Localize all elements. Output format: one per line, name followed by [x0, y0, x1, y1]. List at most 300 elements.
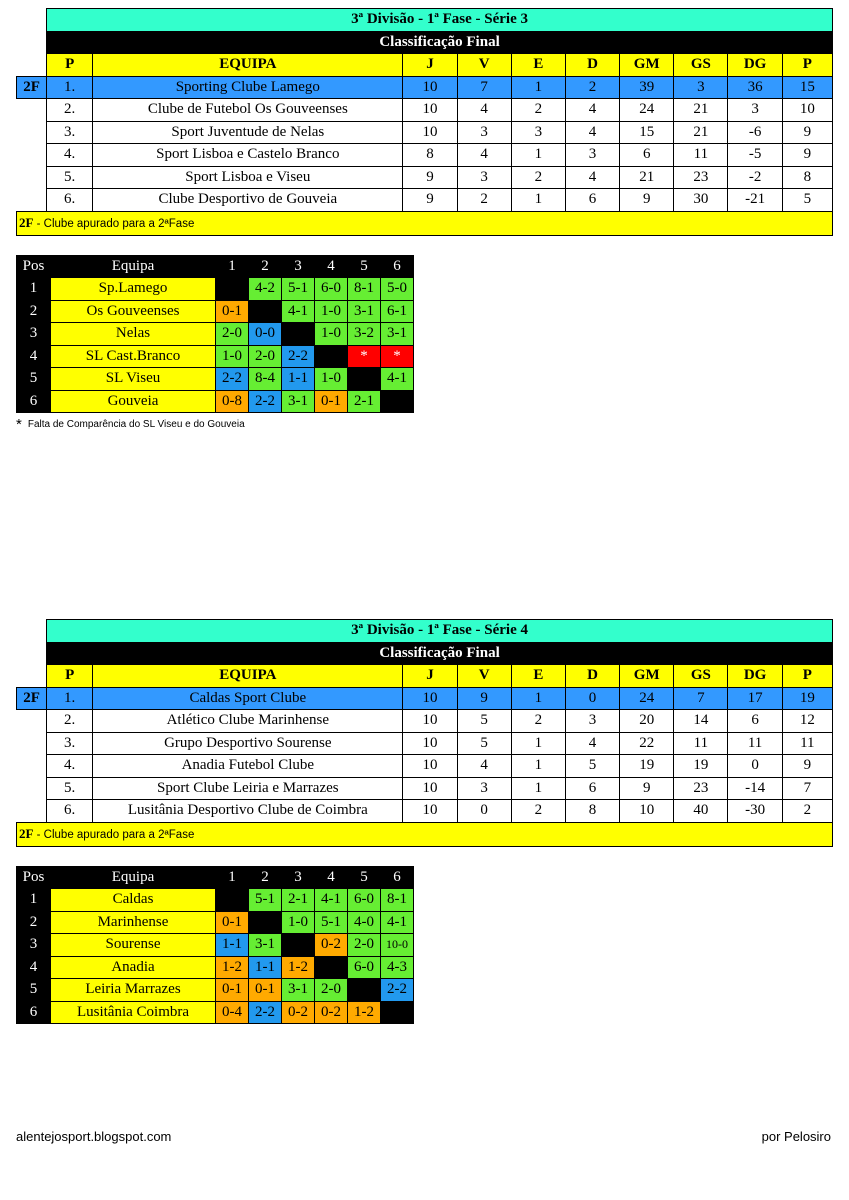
cell-e: 1 — [511, 777, 565, 800]
matrix-col-1: 1 — [216, 255, 249, 278]
cell-e: 1 — [511, 732, 565, 755]
cell-gs: 23 — [674, 777, 728, 800]
matrix-row — [17, 889, 414, 912]
col-header-games: J — [403, 665, 457, 688]
result-cell — [381, 1001, 414, 1024]
cell-dg: 36 — [728, 76, 782, 99]
cell-gm: 24 — [620, 99, 674, 122]
result-cell: 4-0 — [348, 911, 381, 934]
cell-gs: 7 — [674, 687, 728, 710]
matrix-col-6: 6 — [381, 255, 414, 278]
col-header-goals-for: GM — [620, 665, 674, 688]
result-cell: 2-2 — [282, 345, 315, 368]
series-subtitle: Classificação Final — [47, 642, 833, 665]
matrix-col-5: 5 — [348, 255, 381, 278]
col-header-draws: E — [511, 665, 565, 688]
table-row — [17, 121, 833, 144]
result-cell — [381, 390, 414, 413]
cell-d: 8 — [565, 800, 619, 823]
matrix-row — [17, 390, 414, 413]
col-header-wins: V — [457, 54, 511, 77]
cell-dg: 0 — [728, 755, 782, 778]
result-cell: 6-1 — [381, 300, 414, 323]
cell-gs: 40 — [674, 800, 728, 823]
results-matrix-table — [16, 866, 414, 1025]
standings-table — [16, 619, 833, 847]
matrix-pos: 1 — [17, 889, 51, 912]
result-cell: 3-1 — [381, 323, 414, 346]
cell-gs: 11 — [674, 144, 728, 167]
table-row — [17, 777, 833, 800]
result-cell: 3-1 — [282, 390, 315, 413]
col-header-draws: E — [511, 54, 565, 77]
cell-j: 10 — [403, 800, 457, 823]
cell-pos: 1. — [47, 76, 93, 99]
cell-v: 4 — [457, 99, 511, 122]
footnote — [16, 416, 833, 433]
matrix-header-row — [17, 255, 414, 278]
matrix-header-team: Equipa — [51, 866, 216, 889]
footnote-text: Falta de Comparência do SL Viseu e do Gouveia — [27, 419, 245, 430]
result-cell: 3-1 — [249, 934, 282, 957]
table-row — [17, 144, 833, 167]
cell-p: 8 — [782, 166, 832, 189]
asterisk-icon: * — [16, 416, 22, 433]
result-cell: 1-2 — [348, 1001, 381, 1024]
table-row — [17, 755, 833, 778]
matrix-col-4: 4 — [315, 255, 348, 278]
result-cell: 1-1 — [249, 956, 282, 979]
matrix-team: Os Gouveenses — [51, 300, 216, 323]
header-row — [17, 54, 833, 77]
cell-j: 10 — [403, 687, 457, 710]
cell-v: 7 — [457, 76, 511, 99]
matrix-col-3: 3 — [282, 255, 315, 278]
cell-v: 5 — [457, 732, 511, 755]
matrix-team: Sourense — [51, 934, 216, 957]
result-cell: 8-1 — [348, 278, 381, 301]
cell-d: 5 — [565, 755, 619, 778]
cell-dg: 6 — [728, 710, 782, 733]
matrix-header-team: Equipa — [51, 255, 216, 278]
cell-p: 19 — [782, 687, 832, 710]
col-header-games: J — [403, 54, 457, 77]
cell-gm: 9 — [620, 777, 674, 800]
col-header-goals-against: GS — [674, 54, 728, 77]
cell-team: Sporting Clube Lamego — [93, 76, 403, 99]
result-cell — [315, 956, 348, 979]
cell-gs: 11 — [674, 732, 728, 755]
cell-v: 9 — [457, 687, 511, 710]
qualified-mark: 2F — [17, 687, 47, 710]
cell-p: 11 — [782, 732, 832, 755]
matrix-team: Sp.Lamego — [51, 278, 216, 301]
matrix-col-1: 1 — [216, 866, 249, 889]
matrix-team: Marinhense — [51, 911, 216, 934]
col-header-wins: V — [457, 665, 511, 688]
col-header-losses: D — [565, 54, 619, 77]
result-cell: 2-0 — [348, 934, 381, 957]
cell-pos: 3. — [47, 732, 93, 755]
matrix-team: Caldas — [51, 889, 216, 912]
result-cell: 1-0 — [315, 323, 348, 346]
cell-d: 4 — [565, 99, 619, 122]
result-cell: 2-0 — [315, 979, 348, 1002]
cell-gm: 9 — [620, 189, 674, 212]
cell-e: 2 — [511, 166, 565, 189]
matrix-col-4: 4 — [315, 866, 348, 889]
cell-gm: 15 — [620, 121, 674, 144]
result-cell: 2-2 — [381, 979, 414, 1002]
result-cell: 5-1 — [249, 889, 282, 912]
matrix-header-row — [17, 866, 414, 889]
cell-dg: -30 — [728, 800, 782, 823]
result-cell: 0-4 — [216, 1001, 249, 1024]
cell-j: 8 — [403, 144, 457, 167]
matrix-header-pos: Pos — [17, 866, 51, 889]
cell-gs: 21 — [674, 99, 728, 122]
col-header-points: P — [782, 54, 832, 77]
table-row — [17, 687, 833, 710]
cell-v: 4 — [457, 755, 511, 778]
result-cell: * — [348, 345, 381, 368]
result-cell: 1-0 — [315, 300, 348, 323]
result-cell: 0-2 — [315, 934, 348, 957]
cell-pos: 6. — [47, 800, 93, 823]
matrix-col-2: 2 — [249, 866, 282, 889]
cell-e: 2 — [511, 99, 565, 122]
cell-e: 2 — [511, 710, 565, 733]
serie-3-section — [16, 8, 833, 433]
cell-e: 3 — [511, 121, 565, 144]
cell-team: Atlético Clube Marinhense — [93, 710, 403, 733]
standings-table — [16, 8, 833, 236]
cell-d: 3 — [565, 144, 619, 167]
results-matrix-table — [16, 255, 414, 414]
cell-e: 1 — [511, 687, 565, 710]
result-cell: 5-0 — [381, 278, 414, 301]
table-row — [17, 710, 833, 733]
table-row — [17, 189, 833, 212]
legend-row — [17, 211, 833, 235]
matrix-pos: 3 — [17, 934, 51, 957]
cell-d: 3 — [565, 710, 619, 733]
legend-text: - Clube apurado para a 2ªFase — [33, 217, 195, 230]
header-row — [17, 665, 833, 688]
result-cell: 5-1 — [315, 911, 348, 934]
result-cell — [348, 979, 381, 1002]
author-credit: por Pelosiro — [761, 1129, 831, 1144]
matrix-team: SL Viseu — [51, 368, 216, 391]
result-cell: 2-2 — [249, 390, 282, 413]
matrix-row — [17, 911, 414, 934]
cell-v: 5 — [457, 710, 511, 733]
result-cell: 10-0 — [381, 934, 414, 957]
series-title: 3ª Divisão - 1ª Fase - Série 4 — [47, 620, 833, 643]
cell-gm: 39 — [620, 76, 674, 99]
result-cell — [216, 889, 249, 912]
result-cell — [282, 323, 315, 346]
cell-team: Anadia Futebol Clube — [93, 755, 403, 778]
result-cell — [348, 368, 381, 391]
cell-gs: 3 — [674, 76, 728, 99]
legend-row — [17, 822, 833, 846]
matrix-row — [17, 956, 414, 979]
qualified-mark: 2F — [17, 76, 47, 99]
matrix-team: Nelas — [51, 323, 216, 346]
cell-gm: 19 — [620, 755, 674, 778]
result-cell: 0-1 — [216, 300, 249, 323]
matrix-pos: 2 — [17, 911, 51, 934]
table-row — [17, 800, 833, 823]
cell-v: 3 — [457, 121, 511, 144]
cell-gs: 14 — [674, 710, 728, 733]
col-header-goals-for: GM — [620, 54, 674, 77]
result-cell: 1-0 — [315, 368, 348, 391]
col-header-losses: D — [565, 665, 619, 688]
cell-dg: -6 — [728, 121, 782, 144]
result-cell: 0-2 — [282, 1001, 315, 1024]
matrix-col-6: 6 — [381, 866, 414, 889]
cell-p: 5 — [782, 189, 832, 212]
result-cell — [216, 278, 249, 301]
cell-pos: 5. — [47, 166, 93, 189]
table-row — [17, 732, 833, 755]
result-cell: 2-0 — [249, 345, 282, 368]
matrix-row — [17, 368, 414, 391]
cell-team: Clube de Futebol Os Gouveenses — [93, 99, 403, 122]
result-cell — [282, 934, 315, 957]
legend-code: 2F — [19, 825, 34, 841]
cell-v: 3 — [457, 166, 511, 189]
result-cell: 4-1 — [315, 889, 348, 912]
cell-j: 10 — [403, 732, 457, 755]
result-cell: 0-1 — [216, 911, 249, 934]
result-cell: 0-2 — [315, 1001, 348, 1024]
cell-p: 15 — [782, 76, 832, 99]
result-cell — [249, 911, 282, 934]
cell-dg: 17 — [728, 687, 782, 710]
cell-p: 9 — [782, 144, 832, 167]
col-header-goal-diff: DG — [728, 665, 782, 688]
cell-gs: 23 — [674, 166, 728, 189]
result-cell: 0-8 — [216, 390, 249, 413]
results-matrix — [16, 255, 833, 434]
matrix-row — [17, 278, 414, 301]
result-cell: 2-1 — [348, 390, 381, 413]
result-cell: 3-1 — [282, 979, 315, 1002]
cell-e: 1 — [511, 144, 565, 167]
result-cell: * — [381, 345, 414, 368]
cell-gm: 10 — [620, 800, 674, 823]
cell-j: 10 — [403, 76, 457, 99]
matrix-team: Anadia — [51, 956, 216, 979]
result-cell: 4-1 — [381, 911, 414, 934]
matrix-row — [17, 934, 414, 957]
cell-pos: 1. — [47, 687, 93, 710]
matrix-row — [17, 323, 414, 346]
results-matrix — [16, 866, 833, 1025]
cell-p: 10 — [782, 99, 832, 122]
matrix-row — [17, 345, 414, 368]
result-cell: 6-0 — [348, 956, 381, 979]
result-cell: 1-2 — [216, 956, 249, 979]
cell-team: Sport Juventude de Nelas — [93, 121, 403, 144]
cell-j: 10 — [403, 777, 457, 800]
matrix-team: Leiria Marrazes — [51, 979, 216, 1002]
result-cell: 8-4 — [249, 368, 282, 391]
result-cell: 4-1 — [282, 300, 315, 323]
result-cell: 8-1 — [381, 889, 414, 912]
result-cell: 1-1 — [282, 368, 315, 391]
result-cell: 3-2 — [348, 323, 381, 346]
result-cell: 5-1 — [282, 278, 315, 301]
result-cell: 2-0 — [216, 323, 249, 346]
matrix-pos: 1 — [17, 278, 51, 301]
col-header-pos: P — [47, 54, 93, 77]
cell-pos: 5. — [47, 777, 93, 800]
col-header-pos: P — [47, 665, 93, 688]
result-cell: 6-0 — [348, 889, 381, 912]
cell-e: 1 — [511, 76, 565, 99]
result-cell: 0-1 — [315, 390, 348, 413]
matrix-pos: 5 — [17, 368, 51, 391]
cell-p: 9 — [782, 121, 832, 144]
matrix-row — [17, 1001, 414, 1024]
col-header-goals-against: GS — [674, 665, 728, 688]
result-cell — [249, 300, 282, 323]
cell-team: Sport Lisboa e Castelo Branco — [93, 144, 403, 167]
matrix-pos: 3 — [17, 323, 51, 346]
cell-v: 2 — [457, 189, 511, 212]
cell-v: 3 — [457, 777, 511, 800]
col-header-team: EQUIPA — [93, 665, 403, 688]
result-cell: 3-1 — [348, 300, 381, 323]
result-cell: 2-2 — [249, 1001, 282, 1024]
result-cell: 4-2 — [249, 278, 282, 301]
cell-j: 10 — [403, 710, 457, 733]
cell-team: Sport Lisboa e Viseu — [93, 166, 403, 189]
cell-team: Grupo Desportivo Sourense — [93, 732, 403, 755]
matrix-col-5: 5 — [348, 866, 381, 889]
cell-d: 0 — [565, 687, 619, 710]
matrix-team: Lusitânia Coimbra — [51, 1001, 216, 1024]
cell-e: 1 — [511, 189, 565, 212]
matrix-pos: 6 — [17, 1001, 51, 1024]
cell-e: 1 — [511, 755, 565, 778]
col-header-points: P — [782, 665, 832, 688]
table-row — [17, 76, 833, 99]
cell-gm: 6 — [620, 144, 674, 167]
matrix-col-3: 3 — [282, 866, 315, 889]
cell-v: 4 — [457, 144, 511, 167]
cell-pos: 2. — [47, 99, 93, 122]
result-cell: 2-2 — [216, 368, 249, 391]
cell-pos: 6. — [47, 189, 93, 212]
matrix-row — [17, 979, 414, 1002]
cell-pos: 2. — [47, 710, 93, 733]
cell-gm: 20 — [620, 710, 674, 733]
result-cell: 1-0 — [216, 345, 249, 368]
cell-gs: 19 — [674, 755, 728, 778]
cell-gs: 21 — [674, 121, 728, 144]
legend-code: 2F — [19, 214, 34, 230]
cell-gm: 21 — [620, 166, 674, 189]
matrix-pos: 2 — [17, 300, 51, 323]
cell-dg: -2 — [728, 166, 782, 189]
result-cell — [315, 345, 348, 368]
legend-text: - Clube apurado para a 2ªFase — [33, 828, 195, 841]
blog-link[interactable]: alentejosport.blogspot.com — [16, 1129, 172, 1144]
cell-pos: 3. — [47, 121, 93, 144]
cell-team: Sport Clube Leiria e Marrazes — [93, 777, 403, 800]
result-cell: 0-1 — [249, 979, 282, 1002]
matrix-row — [17, 300, 414, 323]
serie-4-section — [16, 619, 833, 1024]
cell-v: 0 — [457, 800, 511, 823]
cell-pos: 4. — [47, 144, 93, 167]
cell-team: Caldas Sport Clube — [93, 687, 403, 710]
result-cell: 0-0 — [249, 323, 282, 346]
result-cell: 1-1 — [216, 934, 249, 957]
cell-gs: 30 — [674, 189, 728, 212]
cell-d: 2 — [565, 76, 619, 99]
result-cell: 2-1 — [282, 889, 315, 912]
table-row — [17, 166, 833, 189]
cell-p: 9 — [782, 755, 832, 778]
result-cell: 1-2 — [282, 956, 315, 979]
result-cell: 4-1 — [381, 368, 414, 391]
cell-p: 12 — [782, 710, 832, 733]
col-header-goal-diff: DG — [728, 54, 782, 77]
matrix-pos: 5 — [17, 979, 51, 1002]
cell-d: 4 — [565, 121, 619, 144]
cell-dg: -5 — [728, 144, 782, 167]
col-header-team: EQUIPA — [93, 54, 403, 77]
table-row — [17, 99, 833, 122]
cell-team: Clube Desportivo de Gouveia — [93, 189, 403, 212]
matrix-pos: 6 — [17, 390, 51, 413]
cell-dg: -14 — [728, 777, 782, 800]
cell-j: 10 — [403, 99, 457, 122]
cell-dg: -21 — [728, 189, 782, 212]
series-subtitle: Classificação Final — [47, 31, 833, 54]
cell-p: 7 — [782, 777, 832, 800]
cell-j: 9 — [403, 189, 457, 212]
matrix-team: Gouveia — [51, 390, 216, 413]
cell-j: 10 — [403, 755, 457, 778]
series-title: 3ª Divisão - 1ª Fase - Série 3 — [47, 9, 833, 32]
cell-d: 6 — [565, 777, 619, 800]
matrix-header-pos: Pos — [17, 255, 51, 278]
result-cell: 6-0 — [315, 278, 348, 301]
cell-gm: 24 — [620, 687, 674, 710]
cell-e: 2 — [511, 800, 565, 823]
cell-j: 10 — [403, 121, 457, 144]
matrix-pos: 4 — [17, 956, 51, 979]
cell-team: Lusitânia Desportivo Clube de Coimbra — [93, 800, 403, 823]
cell-d: 4 — [565, 732, 619, 755]
result-cell: 4-3 — [381, 956, 414, 979]
cell-gm: 22 — [620, 732, 674, 755]
result-cell: 1-0 — [282, 911, 315, 934]
cell-pos: 4. — [47, 755, 93, 778]
matrix-col-2: 2 — [249, 255, 282, 278]
cell-dg: 11 — [728, 732, 782, 755]
cell-p: 2 — [782, 800, 832, 823]
cell-j: 9 — [403, 166, 457, 189]
cell-d: 6 — [565, 189, 619, 212]
